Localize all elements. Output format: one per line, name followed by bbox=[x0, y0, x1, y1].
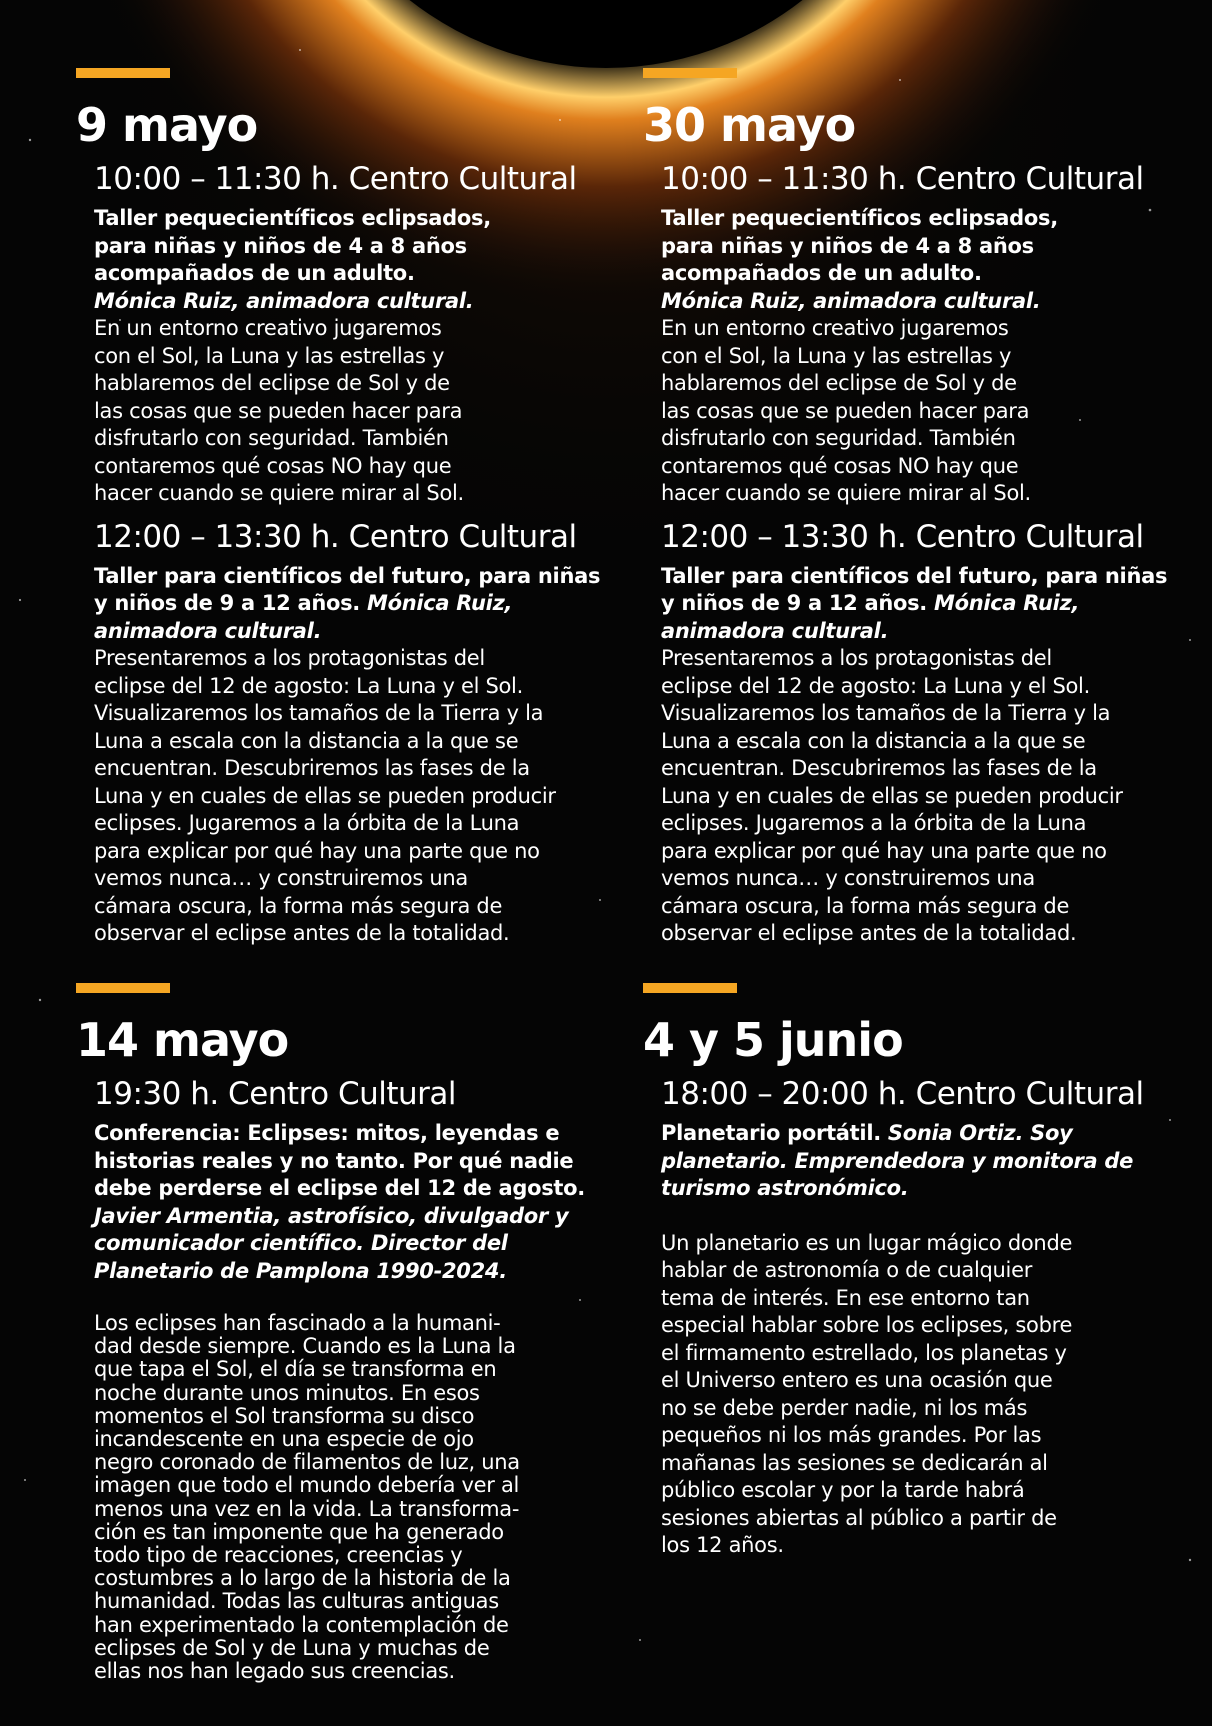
event-description-body bbox=[661, 1230, 1203, 1560]
desc-line: costumbres a lo largo de la historia de la bbox=[94, 1566, 511, 1591]
desc-line: Luna a escala con la distancia a la que se bbox=[94, 728, 519, 753]
event-title: y niños de 9 a 12 años. bbox=[94, 591, 367, 615]
accent-rule bbox=[643, 68, 737, 78]
event-time: 18:00 – 20:00 h. Centro Cultural bbox=[661, 1076, 1144, 1112]
event-presenter: animadora cultural. bbox=[661, 618, 889, 643]
desc-line: cámara oscura, la forma más segura de bbox=[94, 893, 503, 918]
event-title: Planetario portátil. bbox=[661, 1121, 881, 1145]
desc-line: con el Sol, la Luna y las estrellas y bbox=[94, 343, 445, 368]
desc-line: el Universo entero es una ocasión que bbox=[661, 1368, 1053, 1392]
desc-line: público escolar y por la tarde habrá bbox=[661, 1478, 1025, 1502]
desc-line: vemos nunca… y construiremos una bbox=[94, 866, 468, 890]
desc-line: humanidad. Todas las culturas antiguas bbox=[94, 1589, 499, 1614]
desc-line: no se debe perder nadie, ni los más bbox=[661, 1395, 1028, 1420]
event-title-line: acompañados de un adulto. bbox=[94, 261, 415, 285]
event-type: Taller bbox=[94, 563, 157, 588]
event-section-4-5-junio bbox=[643, 983, 1203, 1560]
event-title: para científicos del futuro, para niñas bbox=[156, 563, 601, 588]
desc-line: dad desde siempre. Cuando es la Luna la bbox=[94, 1334, 516, 1359]
event-description bbox=[94, 205, 636, 508]
desc-line: con el Sol, la Luna y las estrellas y bbox=[661, 343, 1012, 368]
section-date: 4 y 5 junio bbox=[643, 1013, 903, 1067]
event-presenter: animadora cultural. bbox=[94, 618, 322, 643]
event-title-line: debe perderse el eclipse del 12 de agosto. bbox=[94, 1176, 585, 1200]
event-description bbox=[661, 205, 1203, 508]
event-description bbox=[661, 1120, 1203, 1203]
section-date: 30 mayo bbox=[643, 98, 856, 152]
desc-line: Luna a escala con la distancia a la que se bbox=[661, 728, 1086, 753]
desc-line: tema de interés. En ese entorno tan bbox=[661, 1285, 1030, 1310]
desc-line: hacer cuando se quiere mirar al Sol. bbox=[661, 481, 1031, 505]
section-date: 14 mayo bbox=[76, 1013, 289, 1067]
event-presenter: Mónica Ruiz, bbox=[934, 591, 1080, 615]
accent-rule bbox=[76, 983, 170, 993]
desc-line: eclipse del 12 de agosto: La Luna y el Sol. bbox=[94, 673, 523, 698]
desc-line: eclipses. Jugaremos a la órbita de la Luna bbox=[94, 811, 520, 835]
event-title: para científicos del futuro, para niñas bbox=[723, 563, 1168, 588]
desc-line: mañanas las sesiones se dedicarán al bbox=[661, 1450, 1048, 1475]
event-presenter: turismo astronómico. bbox=[661, 1176, 909, 1200]
desc-line: pequeños ni los más grandes. Por las bbox=[661, 1423, 1042, 1447]
desc-line: Presentaremos a los protagonistas del bbox=[661, 646, 1052, 670]
event-type: Taller bbox=[661, 563, 724, 588]
desc-line: Un planetario es un lugar mágico donde bbox=[661, 1230, 1073, 1255]
event-presenter: Mónica Ruiz, bbox=[367, 591, 513, 615]
section-date: 9 mayo bbox=[76, 98, 258, 152]
desc-line: contaremos qué cosas NO hay que bbox=[94, 453, 452, 478]
desc-line: las cosas que se pueden hacer para bbox=[661, 398, 1030, 423]
event-presenter: Javier Armentia, astrofísico, divulgador y bbox=[94, 1203, 569, 1228]
desc-line: sesiones abiertas al público a partir de bbox=[661, 1505, 1057, 1530]
desc-line: Los eclipses han fascinado a la humani- bbox=[94, 1311, 501, 1335]
desc-line: incandescente en una especie de ojo bbox=[94, 1427, 474, 1452]
event-section-9-mayo bbox=[76, 68, 636, 948]
event-presenter: planetario. Emprendedora y monitora de bbox=[661, 1148, 1134, 1173]
desc-line: encuentran. Descubriremos las fases de la bbox=[661, 756, 1097, 780]
desc-line: para explicar por qué hay una parte que no bbox=[661, 838, 1107, 863]
desc-line: En un entorno creativo jugaremos bbox=[661, 316, 1009, 340]
desc-line: especial hablar sobre los eclipses, sobre bbox=[661, 1313, 1073, 1337]
desc-line: hablaremos del eclipse de Sol y de bbox=[94, 371, 450, 395]
desc-line: que tapa el Sol, el día se transforma en bbox=[94, 1357, 497, 1382]
desc-line: han experimentado la contemplación de bbox=[94, 1612, 509, 1637]
desc-line: vemos nunca… y construiremos una bbox=[661, 866, 1035, 890]
desc-line: eclipses. Jugaremos a la órbita de la Luna bbox=[661, 811, 1087, 835]
desc-line: En un entorno creativo jugaremos bbox=[94, 316, 442, 340]
desc-line: las cosas que se pueden hacer para bbox=[94, 398, 463, 423]
desc-line: los 12 años. bbox=[661, 1533, 784, 1557]
event-title-line: historias reales y no tanto. Por qué nadie bbox=[94, 1148, 574, 1173]
desc-line: todo tipo de reacciones, creencias y bbox=[94, 1543, 463, 1568]
event-title-line: Taller pequecientíficos eclipsados, bbox=[661, 206, 1058, 230]
event-title-line: Conferencia: Eclipses: mitos, leyendas e bbox=[94, 1121, 560, 1145]
desc-line: noche durante unos minutos. En esos bbox=[94, 1380, 480, 1405]
accent-rule bbox=[643, 983, 737, 993]
event-presenter: comunicador científico. Director del bbox=[94, 1231, 508, 1255]
desc-line: cámara oscura, la forma más segura de bbox=[661, 893, 1070, 918]
desc-line: ellas nos han legado sus creencias. bbox=[94, 1659, 455, 1684]
event-time: 19:30 h. Centro Cultural bbox=[94, 1076, 457, 1112]
event-title-line: para niñas y niños de 4 a 8 años bbox=[661, 233, 1034, 258]
event-presenter: Mónica Ruiz, animadora cultural. bbox=[94, 288, 474, 313]
event-title-line: Taller pequecientíficos eclipsados, bbox=[94, 206, 491, 230]
desc-line: momentos el Sol transforma su disco bbox=[94, 1403, 475, 1428]
desc-line: observar el eclipse antes de la totalidad. bbox=[94, 921, 510, 945]
desc-line: negro coronado de filamentos de luz, una bbox=[94, 1450, 520, 1475]
event-title: y niños de 9 a 12 años. bbox=[661, 591, 934, 615]
event-title-line: para niñas y niños de 4 a 8 años bbox=[94, 233, 467, 258]
desc-line: Luna y en cuales de ellas se pueden producir bbox=[94, 783, 556, 808]
event-title-line: acompañados de un adulto. bbox=[661, 261, 982, 285]
event-presenter: Planetario de Pamplona 1990-2024. bbox=[94, 1258, 507, 1283]
desc-line: hablaremos del eclipse de Sol y de bbox=[661, 371, 1017, 395]
event-presenter: Sonia Ortiz. Soy bbox=[880, 1121, 1073, 1145]
desc-line: hablar de astronomía o de cualquier bbox=[661, 1258, 1033, 1282]
event-description bbox=[94, 1120, 636, 1285]
event-description bbox=[661, 563, 1203, 948]
desc-line: Luna y en cuales de ellas se pueden producir bbox=[661, 783, 1123, 808]
desc-line: para explicar por qué hay una parte que no bbox=[94, 838, 540, 863]
event-description bbox=[94, 563, 636, 948]
desc-line: encuentran. Descubriremos las fases de la bbox=[94, 756, 530, 780]
event-time: 12:00 – 13:30 h. Centro Cultural bbox=[94, 518, 577, 555]
event-section-30-mayo bbox=[643, 68, 1203, 948]
desc-line: observar el eclipse antes de la totalidad. bbox=[661, 921, 1077, 945]
event-section-14-mayo bbox=[76, 983, 636, 1683]
event-presenter: Mónica Ruiz, animadora cultural. bbox=[661, 288, 1041, 313]
desc-line: eclipse del 12 de agosto: La Luna y el Sol. bbox=[661, 673, 1090, 698]
desc-line: disfrutarlo con seguridad. También bbox=[661, 426, 1016, 450]
desc-line: Visualizaremos los tamaños de la Tierra y la bbox=[661, 701, 1111, 725]
event-description-body bbox=[94, 1312, 636, 1683]
event-time: 10:00 – 11:30 h. Centro Cultural bbox=[94, 161, 577, 197]
desc-line: hacer cuando se quiere mirar al Sol. bbox=[94, 481, 464, 505]
desc-line: eclipses de Sol y de Luna y muchas de bbox=[94, 1635, 490, 1660]
event-time: 10:00 – 11:30 h. Centro Cultural bbox=[661, 161, 1144, 197]
desc-line: Visualizaremos los tamaños de la Tierra y la bbox=[94, 701, 544, 725]
desc-line: imagen que todo el mundo debería ver al bbox=[94, 1473, 520, 1498]
desc-line: Presentaremos a los protagonistas del bbox=[94, 646, 485, 670]
desc-line: el firmamento estrellado, los planetas y bbox=[661, 1340, 1067, 1365]
desc-line: contaremos qué cosas NO hay que bbox=[661, 453, 1019, 478]
accent-rule bbox=[76, 68, 170, 78]
desc-line: ción es tan imponente que ha generado bbox=[94, 1519, 504, 1544]
desc-line: disfrutarlo con seguridad. También bbox=[94, 426, 449, 450]
desc-line: menos una vez en la vida. La transforma- bbox=[94, 1496, 520, 1521]
event-time: 12:00 – 13:30 h. Centro Cultural bbox=[661, 518, 1144, 555]
